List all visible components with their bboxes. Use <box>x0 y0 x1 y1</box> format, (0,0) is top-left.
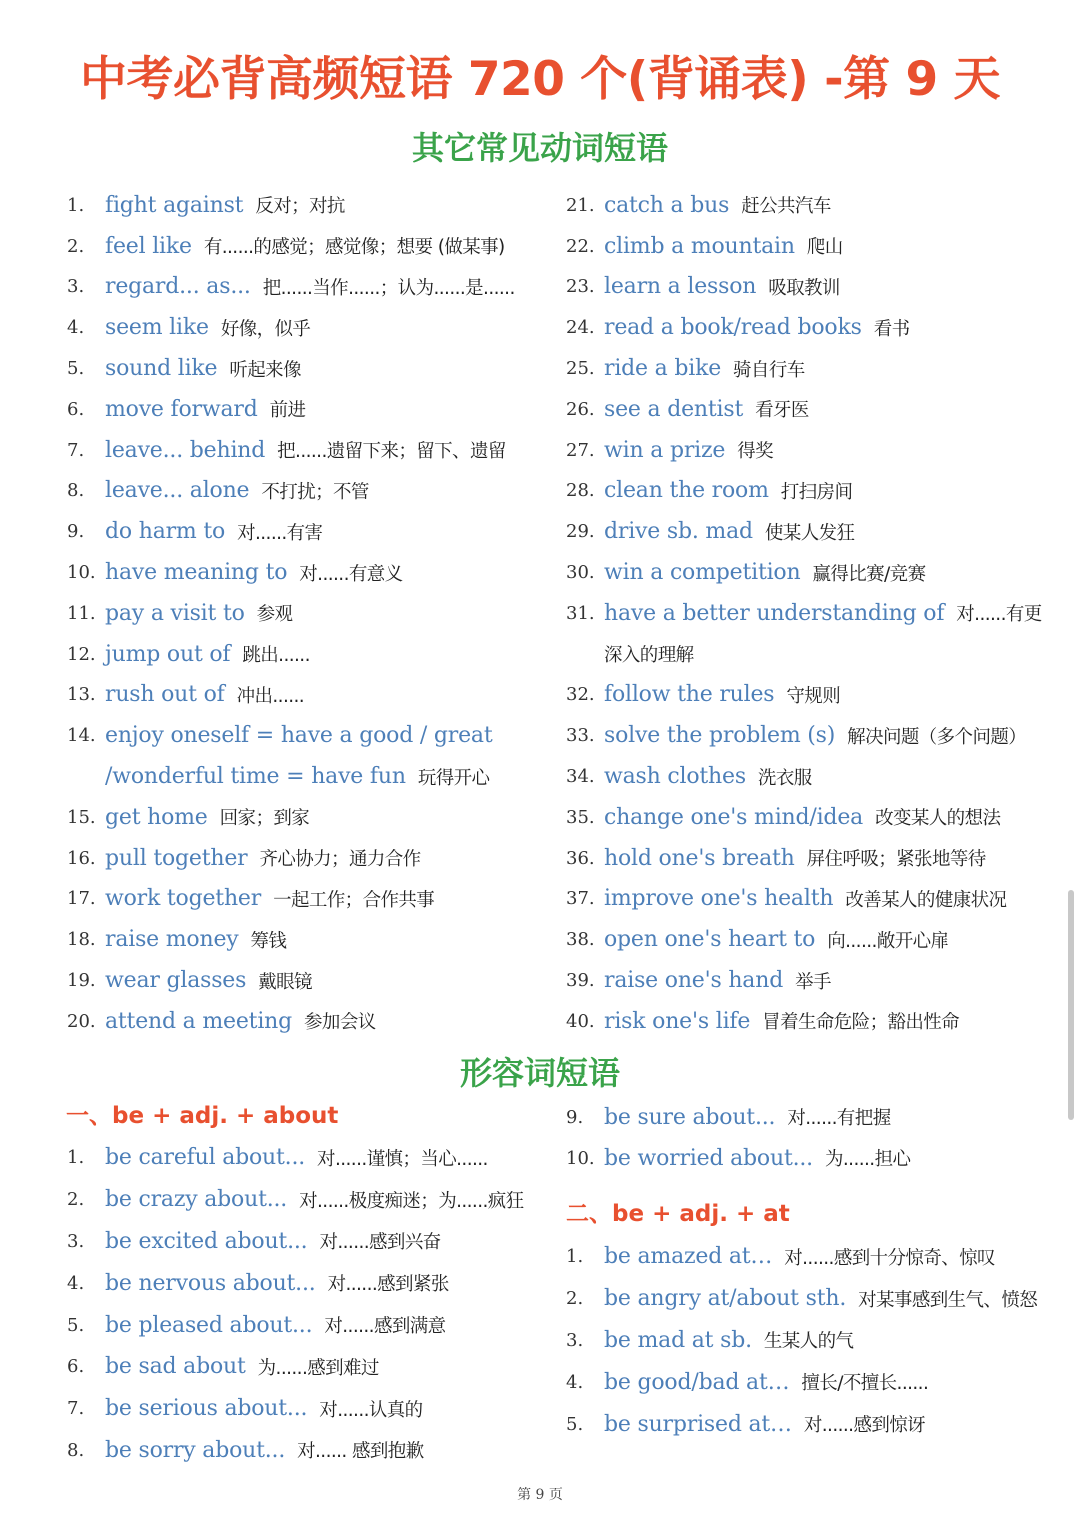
phrase-chinese: 玩得开心 <box>417 767 490 789</box>
phrase-english: learn a lesson <box>604 274 757 300</box>
phrase-chinese: 对......感到十分惊奇、惊叹 <box>784 1247 995 1269</box>
phrase-english: solve the problem (s) <box>604 723 836 749</box>
phrase-number: 38. <box>566 929 595 951</box>
phrase-english: fight against <box>105 192 244 218</box>
phrase-chinese: 对......感到惊讶 <box>803 1415 926 1437</box>
phrase-number: 9. <box>67 521 85 543</box>
phrase-row <box>67 1430 557 1472</box>
phrase-english: wear glasses <box>105 968 247 994</box>
phrase-english: be nervous about... <box>105 1270 316 1296</box>
phrase-chinese: 赢得比赛/竞赛 <box>812 563 926 585</box>
phrase-number: 31. <box>566 602 595 624</box>
phrase-row <box>566 1001 1066 1042</box>
phrase-english: be mad at sb. <box>604 1327 752 1353</box>
phrase-english: clean the room <box>604 478 769 504</box>
phrase-row <box>67 511 547 552</box>
phrase-chinese: 有......的感觉；感觉像；想要 (做某事) <box>203 237 505 259</box>
phrase-row <box>67 430 547 471</box>
phrase-english: hold one's breath <box>604 845 795 871</box>
phrase-row <box>566 348 1066 389</box>
phrase-english: leave... behind <box>105 437 266 463</box>
phrase-number: 3. <box>67 276 85 298</box>
phrase-row <box>67 919 547 960</box>
phrase-row <box>67 1001 547 1042</box>
phrase-chinese: 对某事感到生气、愤怒 <box>858 1289 1038 1311</box>
phrase-number: 18. <box>67 929 96 951</box>
phrase-row <box>67 593 547 634</box>
verb-phrases-right-column <box>566 185 1066 1042</box>
phrase-row <box>67 1388 557 1430</box>
phrase-chinese: 为......感到难过 <box>257 1357 379 1379</box>
phrase-chinese: 对......有意义 <box>299 563 403 585</box>
phrase-row <box>67 471 547 512</box>
phrase-number: 34. <box>566 766 595 788</box>
page-title: 中考必背高频短语 720 个(背诵表) -第 9 天 <box>79 52 1001 107</box>
phrase-row <box>67 756 547 797</box>
verb-phrases-left-column <box>67 185 547 1042</box>
phrase-chinese: 对......感到满意 <box>324 1316 446 1338</box>
phrase-english: leave... alone <box>105 478 250 504</box>
phrase-chinese: 对......有更 <box>956 604 1042 626</box>
phrase-number: 39. <box>566 970 595 992</box>
phrase-english: follow the rules <box>604 682 775 708</box>
phrase-english: regard... as... <box>105 274 251 300</box>
phrase-row <box>67 879 547 920</box>
phrase-number: 20. <box>67 1010 96 1032</box>
phrase-row <box>566 634 1066 675</box>
phrase-row <box>67 1221 557 1263</box>
phrase-row <box>566 756 1066 797</box>
phrase-number: 1. <box>566 1246 584 1268</box>
phrase-number: 17. <box>67 888 96 910</box>
phrase-number: 25. <box>566 358 595 380</box>
phrase-english: raise money <box>105 927 239 953</box>
phrase-english: pull together <box>105 845 248 871</box>
phrase-english: ride a bike <box>604 356 722 382</box>
phrase-english: be sad about <box>105 1354 246 1380</box>
phrase-english: wash clothes <box>604 764 746 790</box>
phrase-number: 9. <box>566 1106 584 1128</box>
phrase-number: 5. <box>566 1413 584 1435</box>
phrase-english: /wonderful time = have fun <box>105 764 406 790</box>
phrase-number: 7. <box>67 439 85 461</box>
phrase-english: win a prize <box>604 437 726 463</box>
phrase-number: 11. <box>67 602 96 624</box>
phrase-number: 6. <box>67 1356 85 1378</box>
phrase-chinese: 戴眼镜 <box>258 971 312 993</box>
phrase-number: 27. <box>566 439 595 461</box>
phrase-chinese: 擅长/不擅长...... <box>801 1373 929 1395</box>
phrase-row <box>566 919 1066 960</box>
phrase-row <box>566 797 1066 838</box>
phrase-row <box>566 1138 1066 1179</box>
phrase-english: drive sb. mad <box>604 519 753 545</box>
phrase-row <box>566 430 1066 471</box>
about-phrases-left-column <box>67 1137 557 1471</box>
phrase-english: be serious about... <box>105 1396 308 1422</box>
phrase-chinese: 冲出...... <box>236 685 305 707</box>
phrase-chinese: 参加会议 <box>304 1012 376 1034</box>
phrase-english: be sure about... <box>604 1104 776 1130</box>
phrase-chinese: 屏住呼吸；紧张地等待 <box>806 849 986 871</box>
phrase-number: 29. <box>566 521 595 543</box>
phrase-chinese: 对......感到兴奋 <box>319 1232 441 1254</box>
phrase-chinese: 使某人发狂 <box>764 522 855 544</box>
phrase-chinese: 举手 <box>795 971 831 993</box>
phrase-number: 28. <box>566 480 595 502</box>
phrase-number: 16. <box>67 847 96 869</box>
phrase-chinese: 一起工作；合作共事 <box>273 889 435 911</box>
phrase-english: risk one's life <box>604 1008 751 1034</box>
subheading-at: 二、be + adj. + at <box>566 1201 790 1227</box>
phrase-number: 23. <box>566 276 595 298</box>
phrase-row <box>566 511 1066 552</box>
phrase-number: 19. <box>67 970 96 992</box>
phrase-number: 30. <box>566 562 595 584</box>
phrase-english: seem like <box>105 315 209 341</box>
phrase-english: pay a visit to <box>105 600 245 626</box>
phrase-chinese: 回家；到家 <box>219 808 310 830</box>
phrase-row <box>67 1262 557 1304</box>
phrase-number: 37. <box>566 888 595 910</box>
phrase-row <box>67 307 547 348</box>
phrase-row <box>566 1097 1066 1138</box>
phrase-chinese: 洗衣服 <box>757 767 812 789</box>
phrase-chinese: 齐心协力；通力合作 <box>259 849 421 871</box>
phrase-row <box>566 1278 1076 1320</box>
phrase-chinese: 好像，似乎 <box>220 318 311 340</box>
phrase-row <box>67 634 547 675</box>
phrase-chinese: 改善某人的健康状况 <box>845 889 1007 911</box>
phrase-number: 24. <box>566 317 595 339</box>
phrase-number: 5. <box>67 358 85 380</box>
phrase-number: 14. <box>67 725 96 747</box>
phrase-number: 26. <box>566 398 595 420</box>
phrase-row <box>566 838 1066 879</box>
phrase-row <box>67 267 547 308</box>
phrase-number: 32. <box>566 684 595 706</box>
phrase-english: sound like <box>105 356 218 382</box>
phrase-row <box>566 267 1066 308</box>
phrase-row <box>67 185 547 226</box>
phrase-number: 15. <box>67 806 96 828</box>
phrase-number: 21. <box>566 194 595 216</box>
phrase-row <box>67 348 547 389</box>
phrase-chinese: 跳出...... <box>242 645 310 667</box>
phrase-english: be surprised at… <box>604 1411 792 1437</box>
phrase-chinese: 向......敞开心扉 <box>827 930 949 952</box>
phrase-english: get home <box>105 804 208 830</box>
phrase-english: feel like <box>105 233 192 259</box>
phrase-english: be worried about... <box>604 1145 813 1171</box>
phrase-row <box>566 675 1066 716</box>
phrase-number: 2. <box>566 1288 584 1310</box>
phrase-row <box>566 185 1066 226</box>
about-phrases-right-column <box>566 1097 1066 1179</box>
phrase-chinese: 生某人的气 <box>763 1331 854 1353</box>
phrase-chinese: 深入的理解 <box>604 645 694 667</box>
phrase-number: 10. <box>67 562 96 584</box>
phrase-row <box>566 879 1066 920</box>
phrase-chinese: 守规则 <box>786 685 841 707</box>
phrase-english: improve one's health <box>604 886 834 912</box>
phrase-row <box>566 307 1066 348</box>
phrase-chinese: 解决问题（多个问题） <box>847 726 1027 748</box>
phrase-row <box>67 715 547 756</box>
phrase-row <box>566 552 1066 593</box>
phrase-english: work together <box>105 886 262 912</box>
phrase-chinese: 得奖 <box>737 441 773 463</box>
phrase-chinese: 对...... 感到抱歉 <box>297 1441 424 1463</box>
phrase-english: have a better understanding of <box>604 600 945 626</box>
page-number: 第 9 页 <box>517 1487 563 1503</box>
phrase-chinese: 为......担心 <box>824 1149 911 1171</box>
phrase-chinese: 听起来像 <box>229 359 301 381</box>
phrase-english: climb a mountain <box>604 233 795 259</box>
phrase-number: 6. <box>67 398 85 420</box>
phrase-row <box>566 389 1066 430</box>
phrase-number: 1. <box>67 194 85 216</box>
phrase-number: 10. <box>566 1147 595 1169</box>
phrase-chinese: 反对；对抗 <box>255 196 345 218</box>
phrase-number: 5. <box>67 1314 85 1336</box>
phrase-chinese: 看牙医 <box>755 400 809 422</box>
phrase-english: have meaning to <box>105 560 288 586</box>
phrase-number: 13. <box>67 684 96 706</box>
phrase-number: 36. <box>566 847 595 869</box>
phrase-number: 2. <box>67 235 85 257</box>
phrase-chinese: 冒着生命危险；豁出性命 <box>762 1012 960 1034</box>
phrase-row <box>67 389 547 430</box>
phrase-row <box>566 226 1066 267</box>
phrase-number: 40. <box>566 1010 595 1032</box>
phrase-number: 4. <box>566 1371 584 1393</box>
phrase-row <box>566 715 1066 756</box>
phrase-row <box>566 1403 1076 1445</box>
phrase-english: see a dentist <box>604 396 744 422</box>
phrase-chinese: 对......有把握 <box>787 1108 891 1130</box>
phrase-english: be crazy about... <box>105 1187 288 1213</box>
phrase-english: be careful about... <box>105 1145 306 1171</box>
phrase-chinese: 筹钱 <box>250 930 287 952</box>
phrase-chinese: 对......极度痴迷；为......疯狂 <box>299 1190 524 1212</box>
phrase-number: 3. <box>67 1230 85 1252</box>
phrase-chinese: 吸取教训 <box>768 277 840 299</box>
phrase-row <box>566 593 1066 634</box>
phrase-row <box>67 797 547 838</box>
phrase-row <box>566 1361 1076 1403</box>
phrase-english: change one's mind/idea <box>604 804 864 830</box>
phrase-number: 4. <box>67 317 85 339</box>
phrase-english: read a book/read books <box>604 315 862 341</box>
phrase-english: move forward <box>105 396 258 422</box>
phrase-english: be pleased about... <box>105 1312 313 1338</box>
phrase-row <box>67 1304 557 1346</box>
phrase-row <box>566 471 1066 512</box>
scrollbar[interactable] <box>1068 890 1074 1120</box>
phrase-row <box>67 675 547 716</box>
phrase-english: be good/bad at… <box>604 1369 790 1395</box>
phrase-row <box>67 226 547 267</box>
phrase-chinese: 把......遗留下来；留下、遗留 <box>277 441 506 463</box>
section-heading-adjective-phrases: 形容词短语 <box>459 1054 620 1092</box>
phrase-chinese: 骑自行车 <box>733 359 805 381</box>
phrase-english: open one's heart to <box>604 927 816 953</box>
phrase-english: rush out of <box>105 682 225 708</box>
subheading-about: 一、be + adj. + about <box>66 1103 339 1129</box>
phrase-number: 22. <box>566 235 595 257</box>
phrase-english: be amazed at… <box>604 1244 773 1270</box>
section-heading-verb-phrases: 其它常见动词短语 <box>411 129 668 167</box>
phrase-english: be sorry about... <box>105 1437 286 1463</box>
phrase-number: 8. <box>67 480 85 502</box>
phrase-row <box>566 960 1066 1001</box>
phrase-chinese: 不打扰；不管 <box>261 481 369 503</box>
phrase-english: do harm to <box>105 519 226 545</box>
phrase-row <box>566 1236 1076 1278</box>
phrase-english: win a competition <box>604 560 801 586</box>
phrase-chinese: 对......谨慎；当心...... <box>317 1148 488 1170</box>
phrase-english: catch a bus <box>604 192 730 218</box>
phrase-row <box>67 1346 557 1388</box>
phrase-number: 7. <box>67 1398 85 1420</box>
phrase-chinese: 对......有害 <box>237 522 323 544</box>
phrase-row <box>67 1137 557 1179</box>
phrase-chinese: 对......认真的 <box>319 1399 423 1421</box>
phrase-number: 1. <box>67 1147 85 1169</box>
phrase-number: 33. <box>566 725 595 747</box>
phrase-english: jump out of <box>105 641 231 667</box>
phrase-chinese: 爬山 <box>806 237 843 259</box>
phrase-number: 8. <box>67 1439 85 1461</box>
phrase-english: be excited about... <box>105 1228 308 1254</box>
phrase-number: 3. <box>566 1329 584 1351</box>
phrase-row <box>67 960 547 1001</box>
phrase-chinese: 把......当作......；认为......是...... <box>262 277 515 299</box>
phrase-chinese: 前进 <box>269 400 306 422</box>
phrase-english: enjoy oneself = have a good / great <box>105 723 493 749</box>
phrase-row <box>67 838 547 879</box>
phrase-number: 12. <box>67 643 96 665</box>
phrase-english: raise one's hand <box>604 968 784 994</box>
phrase-row <box>67 552 547 593</box>
phrase-row <box>67 1179 557 1221</box>
phrase-english: attend a meeting <box>105 1008 293 1034</box>
at-phrases-column <box>566 1236 1076 1445</box>
phrase-chinese: 参观 <box>256 604 293 626</box>
phrase-chinese: 看书 <box>873 318 910 340</box>
phrase-row <box>566 1320 1076 1362</box>
phrase-chinese: 改变某人的想法 <box>875 808 1001 830</box>
phrase-number: 4. <box>67 1272 85 1294</box>
phrase-number: 35. <box>566 806 595 828</box>
phrase-chinese: 打扫房间 <box>780 481 853 503</box>
phrase-english: be angry at/about sth. <box>604 1286 847 1312</box>
phrase-number: 2. <box>67 1189 85 1211</box>
phrase-chinese: 对......感到紧张 <box>327 1274 449 1296</box>
phrase-chinese: 赶公共汽车 <box>741 196 831 218</box>
